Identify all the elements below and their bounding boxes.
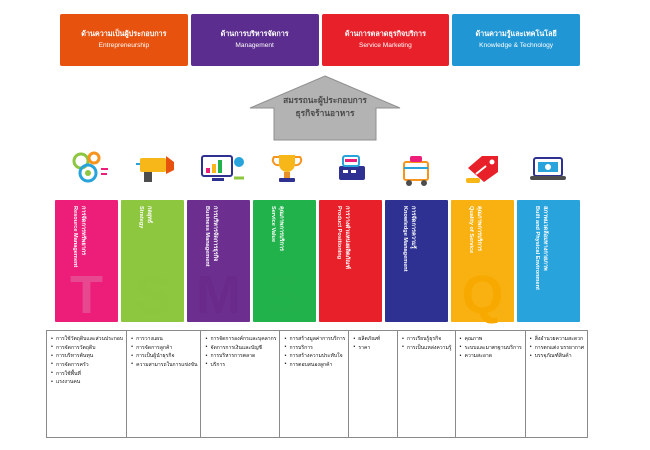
diagram-title-line-1: สมรรถนะผู้ประกอบการ <box>283 95 367 105</box>
competency-bar-service-marketing <box>322 14 450 66</box>
column-label-en: Strategy <box>137 206 144 229</box>
list-item: • การจัดการองค์กรและบุคลากร <box>205 335 276 344</box>
cash-register-icon <box>331 150 375 188</box>
acronym-letters <box>55 265 580 325</box>
letter-s2: S <box>266 265 303 325</box>
list-item: • การบริหารการตลาด <box>205 352 276 361</box>
column-label-en: Product Positioning <box>335 206 342 260</box>
icon-cell <box>124 140 190 198</box>
column-label-th: คุณภาพการบริการ <box>475 206 482 252</box>
megaphone-icon <box>134 150 178 188</box>
column-label-th: การจัดการทรัพยากร <box>79 206 86 256</box>
column-label <box>268 206 284 251</box>
idea-gear-icon <box>68 149 114 189</box>
column-label-th: คุณภาพการบริการ <box>277 206 284 252</box>
competency-bar-knowledge-technology <box>452 14 580 66</box>
icon-cell <box>451 140 517 198</box>
list-item: • ความสามารถในการแข่งขัน <box>131 361 197 370</box>
diagram-center-title <box>200 94 450 119</box>
table-cell-p <box>348 330 397 438</box>
competency-bars <box>60 14 580 66</box>
letter-m: M <box>196 265 241 325</box>
competency-bar-th-label: ด้านความรู้และเทคโนโลยี <box>475 29 557 39</box>
column-label <box>334 206 350 269</box>
list-item: • สิ่งอำนวยความสะดวก <box>530 335 584 344</box>
column-label-en: Built and Physical Environment <box>533 206 540 290</box>
column-label-en: Quality of Service <box>467 206 474 254</box>
list-item: • ราคา <box>353 344 394 353</box>
letter-q: Q <box>461 265 504 325</box>
column-label <box>136 206 152 228</box>
detail-list <box>51 335 123 387</box>
column-label <box>400 206 416 272</box>
monitor-chart-icon <box>198 150 246 188</box>
column-label <box>202 206 218 267</box>
list-item: • จัดการการเงินและบัญชี <box>205 344 276 353</box>
competency-bar-en-label: Service Marketing <box>358 42 412 50</box>
table-cell-q <box>455 330 525 438</box>
icon-cell <box>517 140 583 198</box>
competency-bar-en-label: Management <box>235 42 274 50</box>
list-item: • การเป็นผู้นำธุรกิจ <box>131 352 197 361</box>
detail-list <box>460 335 522 361</box>
list-item: • ความสะอาด <box>460 352 522 361</box>
competency-bar-th-label: ด้านการตลาดธุรกิจบริการ <box>344 29 426 39</box>
list-item: • การบริหารต้นทุน <box>51 352 123 361</box>
list-item: • การสร้างมูลค่าการบริการ <box>284 335 345 344</box>
icon-cell <box>58 140 124 198</box>
column-label <box>70 206 86 267</box>
list-item: • การจัดการครัว <box>51 361 123 370</box>
diagram-title-line-2: ธุรกิจร้านอาหาร <box>295 107 355 118</box>
column-label-th: การบริหารจัดการธุรกิจ <box>211 206 218 262</box>
detail-list <box>530 335 584 361</box>
icon-row <box>58 140 582 198</box>
list-item: • แรงงานคน <box>51 378 123 387</box>
food-delivery-icon <box>396 148 440 190</box>
table-cell-w <box>525 330 588 438</box>
list-item: • การใช้พื้นที่ <box>51 370 123 379</box>
detail-list <box>284 335 345 370</box>
list-item: • การจัดการวัตถุดิบ <box>51 344 123 353</box>
laptop-service-icon <box>526 150 572 188</box>
column-label-en: Knowledge Management <box>401 206 408 272</box>
letter-k: K <box>397 265 436 325</box>
competency-bar-th-label: ด้านการบริหารจัดการ <box>220 29 289 39</box>
letter-s1: S <box>134 265 171 325</box>
detail-table <box>46 330 588 438</box>
icon-cell <box>386 140 452 198</box>
list-item: • การบริการ <box>284 344 345 353</box>
column-label-th: การจัดการความรู้ <box>409 206 416 249</box>
column-label <box>466 206 482 253</box>
icon-cell <box>255 140 321 198</box>
competency-bar-management <box>191 14 319 66</box>
list-item: • การเป็นแหล่งความรู้ <box>402 344 452 353</box>
list-item: • การวางแผน <box>131 335 197 344</box>
table-cell-t <box>46 330 126 438</box>
list-item: • การตกแต่ง บรรยากาศ <box>530 344 584 353</box>
competency-bar-entrepreneurship <box>60 14 188 66</box>
list-item: • ระบบและมาตรฐานบริการ <box>460 344 522 353</box>
list-item: • บรรจุภัณฑ์สินค้า <box>530 352 584 361</box>
list-item: • ผลิตภัณฑ์ <box>353 335 394 344</box>
table-cell-m <box>200 330 279 438</box>
column-label-en: Business Management <box>203 206 210 267</box>
column-label-en: Service Value <box>269 206 276 243</box>
list-item: • การสร้างความประทับใจ <box>284 352 345 361</box>
letter-w: W <box>523 265 574 325</box>
list-item: • การจัดการลูกค้า <box>131 344 197 353</box>
detail-list <box>131 335 197 370</box>
column-label-th: สภาพแวดล้อมทางกายภาพ <box>541 206 548 271</box>
list-item: • บริการ <box>205 361 276 370</box>
icon-cell <box>320 140 386 198</box>
table-cell-k <box>397 330 455 438</box>
list-item: • คุณภาพ <box>460 335 522 344</box>
detail-list <box>205 335 276 370</box>
letter-t: T <box>70 265 103 325</box>
column-label-th: กลยุทธ์ <box>145 206 152 224</box>
discount-tag-icon <box>462 150 506 188</box>
list-item: • การใช้วัตถุดิบและส่วนประกอบ <box>51 335 123 344</box>
letter-p: P <box>332 265 369 325</box>
detail-list <box>402 335 452 352</box>
trophy-icon <box>267 149 307 189</box>
table-cell-s2 <box>279 330 348 438</box>
column-label-en: Resource Management <box>71 206 78 268</box>
competency-bar-th-label: ด้านความเป็นผู้ประกอบการ <box>81 29 167 39</box>
competency-bar-en-label: Entrepreneurship <box>98 42 150 50</box>
competency-bar-en-label: Knowledge & Technology <box>479 42 554 50</box>
icon-cell <box>189 140 255 198</box>
list-item: • การตอบสนองลูกค้า <box>284 361 345 370</box>
column-label-th: การวางตำแหน่งผลิตภัณฑ์ <box>343 206 350 270</box>
table-cell-s1 <box>126 330 200 438</box>
detail-list <box>353 335 394 352</box>
list-item: • การเรียนรู้ธุรกิจ <box>402 335 452 344</box>
arrow-block <box>200 74 450 142</box>
